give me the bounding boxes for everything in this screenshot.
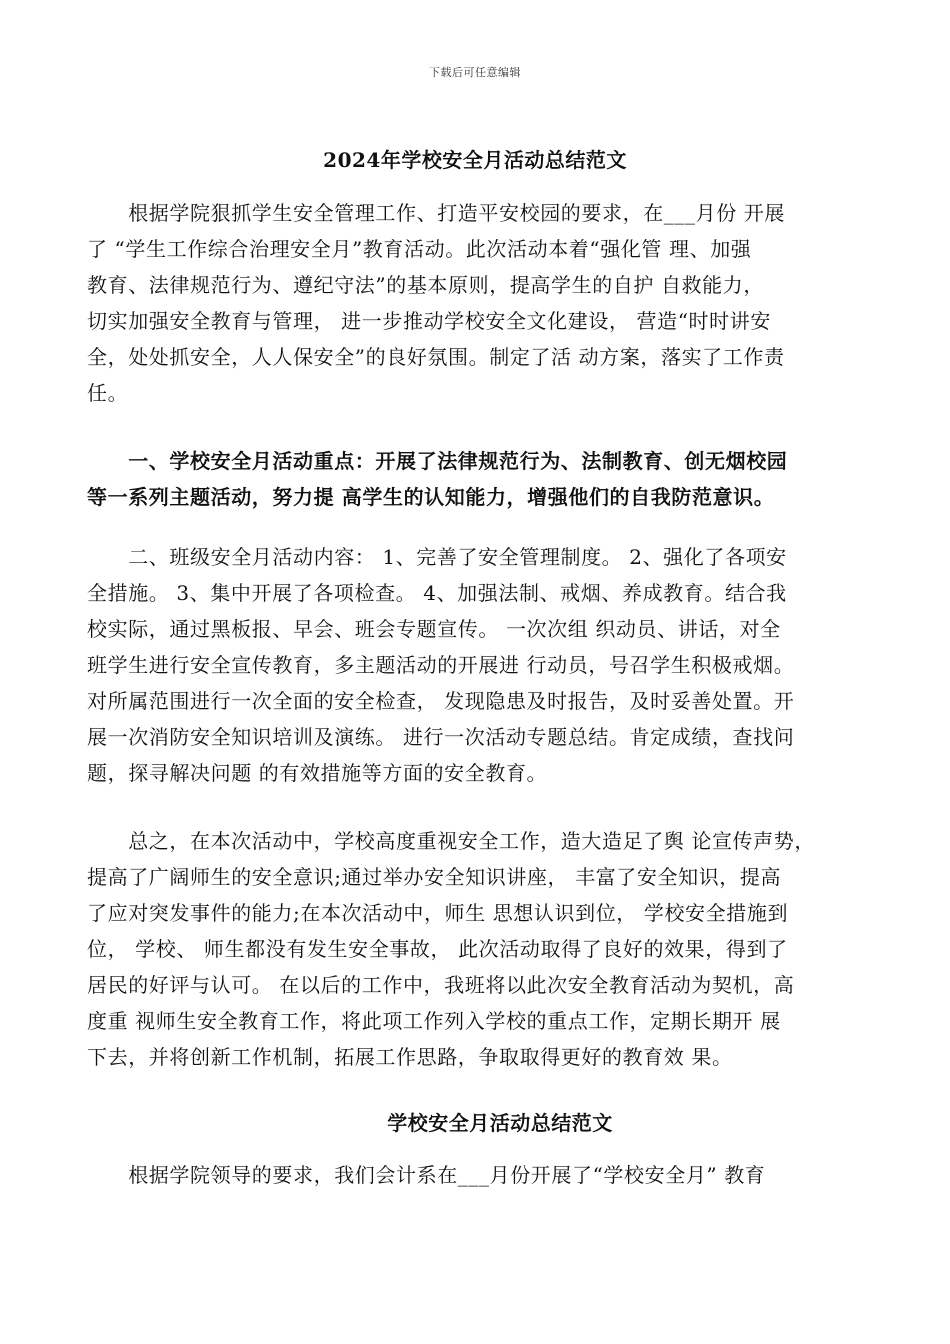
paragraph-line: 总之，在本次活动中，学校高度重视安全工作，造大造足了舆 论宣传声势，	[87, 829, 815, 853]
paragraph-line: 根据学院狠抓学生安全管理工作、打造平安校园的要求，在___月份 开展	[87, 201, 785, 225]
paragraph-line: 全，处处抓安全，人人保安全”的良好氛围。制定了活 动方案，落实了工作责	[87, 345, 785, 369]
paragraph-line: 题，探寻解决问题 的有效措施等方面的安全教育。	[87, 761, 548, 785]
paragraph-line: 班学生进行安全宣传教育，多主题活动的开展进 行动员，号召学生积极戒烟。	[87, 653, 795, 677]
paragraph-line: 教育、法律规范行为、遵纪守法”的基本原则，提高学生的自护 自救能力，	[87, 273, 764, 297]
paragraph-line: 位， 学校、 师生都没有发生安全事故， 此次活动取得了良好的效果，得到了	[87, 937, 788, 961]
paragraph-line: 了应对突发事件的能力;在本次活动中，师生 思想认识到位， 学校安全措施到	[87, 901, 789, 925]
paragraph-line: 全措施。 3、集中开展了各项检查。 4、加强法制、戒烟、养成教育。结合我	[87, 581, 787, 605]
paragraph-line: 居民的好评与认可。 在以后的工作中，我班将以此次安全教育活动为契机，高	[87, 973, 795, 997]
paragraph-line: 下去，并将创新工作机制，拓展工作思路，争取取得更好的教育效 果。	[87, 1045, 733, 1069]
paragraph-line: 任。	[87, 381, 129, 405]
second-document-title: 学校安全月活动总结范文	[387, 1111, 613, 1135]
section-heading-line: 一、学校安全月活动重点：开展了法律规范行为、法制教育、创无烟校园	[87, 449, 788, 473]
paragraph-line: 了 “学生工作综合治理安全月”教育活动。此次活动本着“强化管 理、加强	[87, 237, 752, 261]
paragraph-line: 二、班级安全月活动内容： 1、完善了安全管理制度。 2、强化了各项安	[87, 545, 787, 569]
paragraph-line: 度重 视师生安全教育工作，将此项工作列入学校的重点工作，定期长期开 展	[87, 1009, 781, 1033]
section-heading-line: 等一系列主题活动，努力提 高学生的认知能力，增强他们的自我防范意识。	[87, 485, 775, 509]
paragraph-line: 校实际，通过黑板报、早会、班会专题宣传。 一次次组 织动员、讲话，对全	[87, 617, 781, 641]
paragraph-line: 提高了广阔师生的安全意识;通过举办安全知识讲座， 丰富了安全知识，提高	[87, 865, 782, 889]
paragraph-line: 根据学院领导的要求，我们会计系在___月份开展了“学校安全月” 教育	[87, 1163, 766, 1187]
paragraph-line: 对所属范围进行一次全面的安全检查， 发现隐患及时报告，及时妥善处置。开	[87, 689, 795, 713]
page-header-note: 下载后可任意编辑	[429, 66, 521, 79]
paragraph-line: 切实加强安全教育与管理， 进一步推动学校安全文化建设， 营造“时时讲安	[87, 309, 771, 333]
paragraph-line: 展一次消防安全知识培训及演练。 进行一次活动专题总结。肯定成绩，查找问	[87, 725, 795, 749]
document-title: 2024年学校安全月活动总结范文	[323, 148, 627, 172]
